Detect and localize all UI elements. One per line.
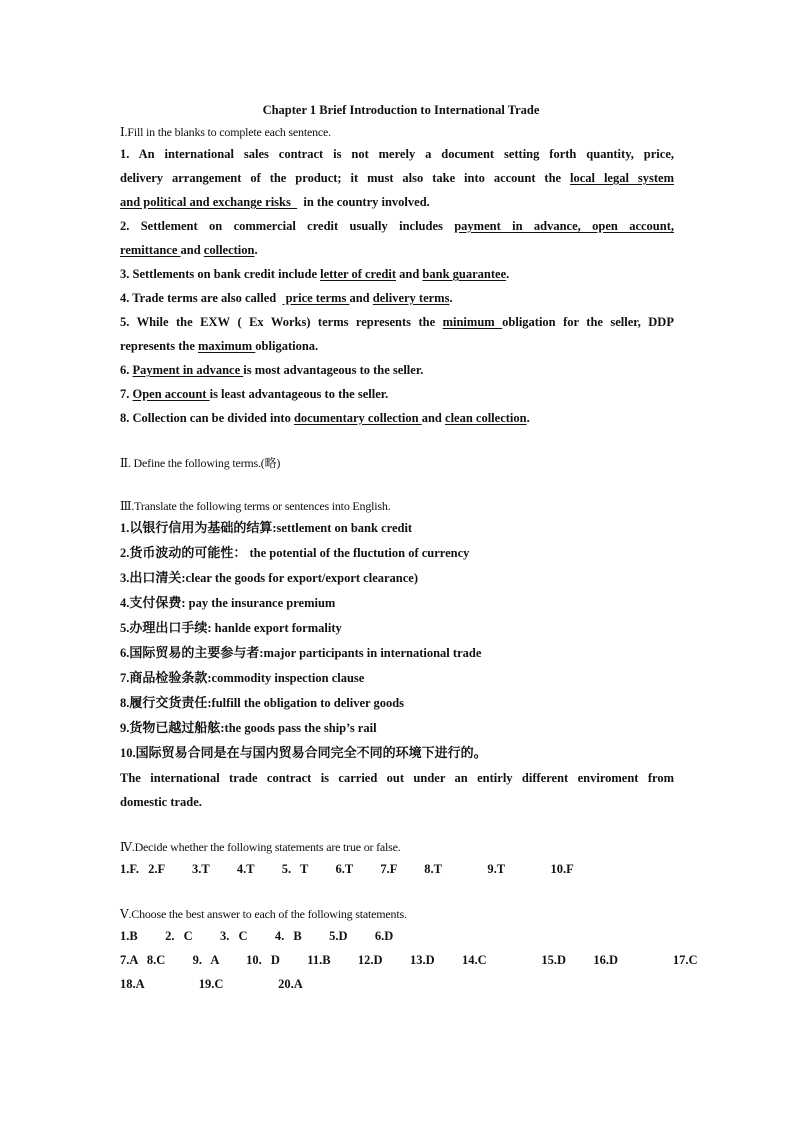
section-3-heading: Ⅲ.Translate the following terms or sentences into English. bbox=[120, 499, 391, 513]
blank-answer: Open account bbox=[132, 387, 210, 401]
translation-item: 8.履行交货责任:fulfill the obligation to deliver goods bbox=[120, 696, 405, 711]
choice-answers-row-3: 18.A 19.C 20.A bbox=[120, 977, 303, 991]
q2-line-b: remittance and collection. bbox=[120, 243, 258, 257]
item10-translation-b: domestic trade. bbox=[120, 795, 202, 809]
blank-answer: delivery terms bbox=[372, 291, 450, 305]
blank-answer: remittance bbox=[120, 243, 181, 257]
choice-answers-row-2: 7.A 8.C 9. A 10. D 11.B 12.D 13.D 14.C 15.D 16.D 17.C bbox=[120, 953, 698, 967]
section-5-heading: Ⅴ.Choose the best answer to each of the following statements. bbox=[120, 907, 407, 921]
section-1-heading: Ⅰ.Fill in the blanks to complete each sentence. bbox=[120, 125, 331, 139]
blank-answer: local legal system bbox=[570, 171, 674, 185]
translation-item: 7.商品检验条款:commodity inspection clause bbox=[120, 671, 365, 686]
q5-line-b: represents the maximum obligationa. bbox=[120, 339, 319, 353]
item10-translation-a: The international trade contract is carried out under an entirly different enviroment from bbox=[120, 771, 674, 785]
blank-answer: minimum bbox=[442, 315, 503, 329]
translation-item: 10.国际贸易合同是在与国内贸易合同完全不同的环境下进行的。 bbox=[120, 746, 487, 761]
document-page bbox=[120, 100, 698, 996]
blank-answer: documentary collection bbox=[293, 411, 422, 425]
choice-answers-row-1: 1.B 2. C 3. C 4. B 5.D 6.D bbox=[120, 929, 394, 943]
q3-line: 3. Settlements on bank credit include letter of credit and bank guarantee. bbox=[120, 267, 510, 281]
translation-item: 6.国际贸易的主要参与者:major participants in international trade bbox=[120, 646, 482, 661]
true-false-answers: 1.F. 2.F 3.T 4.T 5. T 6.T 7.F 8.T 9.T 10.F bbox=[120, 862, 574, 876]
translation-item: 5.办理出口手续: hanlde export formality bbox=[120, 621, 342, 636]
translation-item: 3.出口清关:clear the goods for export/export clearance) bbox=[120, 571, 419, 586]
q5-line-a: 5. While the EXW ( Ex Works) terms represents the minimum obligation for the seller, DDP bbox=[120, 315, 674, 329]
q1-line-a: 1. An international sales contract is not merely a document setting forth quantity, price, bbox=[120, 147, 674, 161]
blank-answer: bank guarantee bbox=[422, 267, 507, 281]
blank-answer: Payment in advance bbox=[132, 363, 244, 377]
q2-line-a: 2. Settlement on commercial credit usually includes payment in advance, open account, bbox=[120, 219, 674, 233]
section-4-heading: Ⅳ.Decide whether the following statements are true or false. bbox=[120, 840, 401, 854]
q8-line: 8. Collection can be divided into documentary collection and clean collection. bbox=[120, 411, 530, 425]
blank-answer: price terms bbox=[282, 291, 350, 305]
blank-answer: collection bbox=[203, 243, 255, 257]
section-2-heading: Ⅱ. Define the following terms.(略) bbox=[120, 456, 281, 470]
translation-list bbox=[120, 516, 674, 766]
q7-line: 7. Open account is least advantageous to the seller. bbox=[120, 387, 389, 401]
blank-answer: and political and exchange risks bbox=[120, 195, 298, 209]
blank-answer: payment in advance, open account, bbox=[454, 219, 674, 233]
q4-line: 4. Trade terms are also called price terms and delivery terms. bbox=[120, 291, 453, 305]
blank-answer: maximum bbox=[198, 339, 256, 353]
translation-item: 9.货物已越过船舷:the goods pass the ship’s rail bbox=[120, 721, 377, 736]
translation-item: 4.支付保费: pay the insurance premium bbox=[120, 596, 336, 611]
blank-answer: clean collection bbox=[445, 411, 527, 425]
page-title: Chapter 1 Brief Introduction to International Trade bbox=[262, 103, 540, 117]
q6-line: 6. Payment in advance is most advantageous to the seller. bbox=[120, 363, 424, 377]
blank-answer: letter of credit bbox=[320, 267, 397, 281]
q1-line-b: delivery arrangement of the product; it must also take into account the local legal system bbox=[120, 171, 674, 185]
q1-line-c: and political and exchange risks in the country involved. bbox=[120, 195, 430, 209]
translation-item: 2.货币波动的可能性： the potential of the fluctution of currency bbox=[120, 546, 470, 561]
translation-item: 1.以银行信用为基础的结算:settlement on bank credit bbox=[120, 521, 413, 536]
